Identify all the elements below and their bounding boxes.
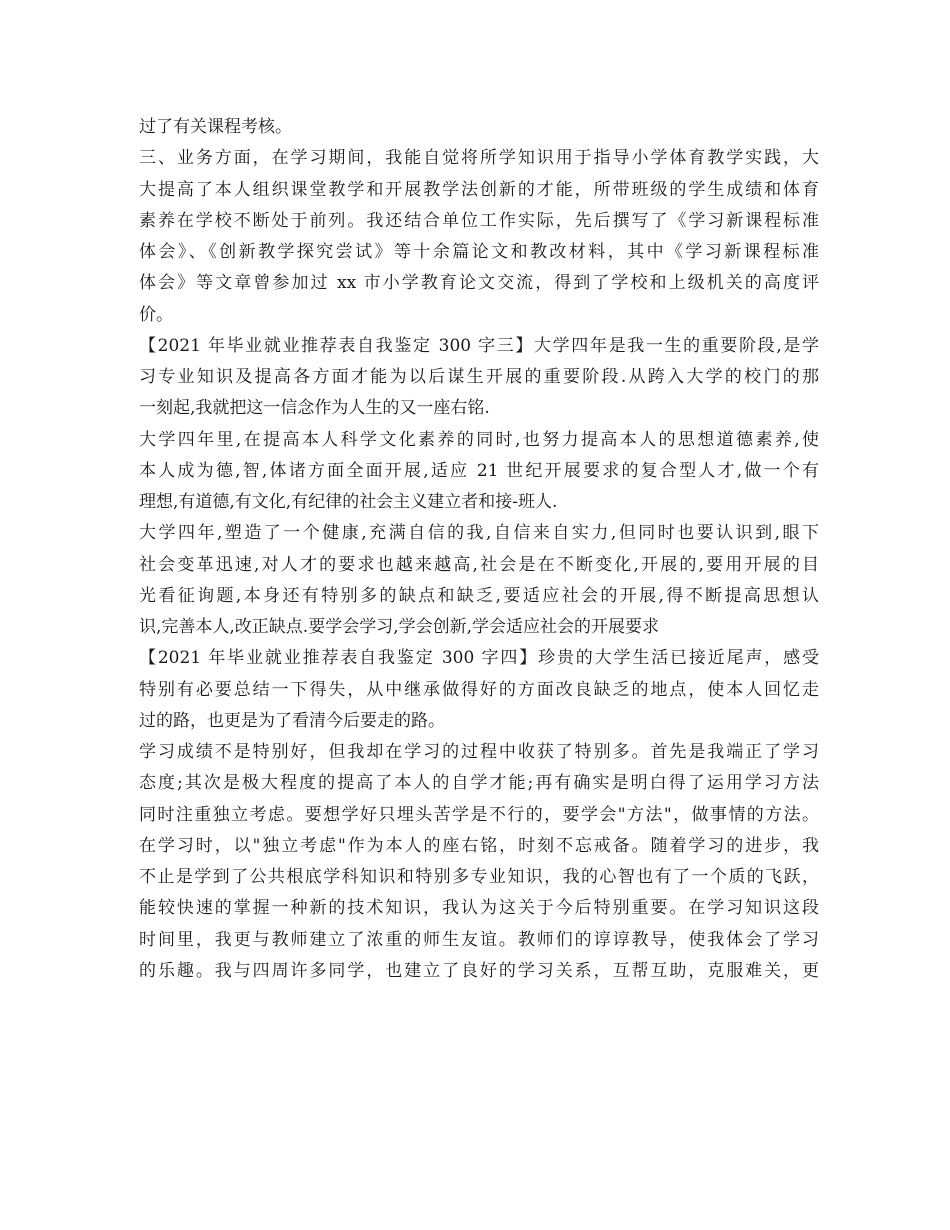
text-line: 理想,有道德,有文化,有纪律的社会主义建立者和接-班人. [139, 492, 558, 512]
text-line: 习专业知识及提高各方面才能为以后谋生开展的重要阶段.从跨入大学的校门的那 [139, 367, 819, 387]
text-line: 过的路，也更是为了看清今后要走的路。 [139, 710, 445, 731]
text-line: 三、业务方面，在学习期间，我能自觉将所学知识用于指导小学体育教学实践，大 [139, 148, 819, 169]
text-line: 本人成为德,智,体诸方面全面开展,适应 21 世纪开展要求的复合型人才,做一个有 [139, 460, 819, 481]
text-line: 大学四年,塑造了一个健康,充满自信的我,自信来自实力,但同时也要认识到,眼下 [139, 523, 819, 544]
text-line: 素养在学校不断处于前列。我还结合单位工作实际，先后撰写了《学习新课程标准 [139, 210, 819, 231]
text-line: 的乐趣。我与四周许多同学，也建立了良好的学习关系，互帮互助，克服难关，更 [139, 960, 819, 981]
text-line: 大学四年里,在提高本人科学文化素养的同时,也努力提高本人的思想道德素养,使 [139, 429, 819, 450]
text-line: 光看征询题,本身还有特别多的缺点和缺乏,要适应社会的开展,得不断提高思想认 [139, 585, 819, 606]
text-line: 【2021 年毕业就业推荐表自我鉴定 300 字三】大学四年是我一生的重要阶段,是学 [139, 335, 819, 356]
text-line: 体会》、《创新教学探究尝试》等十余篇论文和教改材料，其中《学习新课程标准 [139, 242, 819, 262]
text-line: 能较快速的掌握一种新的技术知识，我认为这关于今后特别重要。在学习知识这段 [139, 898, 819, 919]
document-body-text [139, 112, 819, 987]
text-line: 学习成绩不是特别好，但我却在学习的过程中收获了特别多。首先是我端正了学习 [139, 742, 819, 762]
text-line: 态度;其次是极大程度的提高了本人的自学才能;再有确实是明白得了运用学习方法 [139, 773, 819, 794]
text-line: 识,完善本人,改正缺点.要学会学习,学会创新,学会适应社会的开展要求 [139, 617, 660, 637]
text-line: 时间里，我更与教师建立了浓重的师生友谊。教师们的谆谆教导，使我体会了学习 [139, 929, 819, 950]
text-line: 特别有必要总结一下得失，从中继承做得好的方面改良缺乏的地点，使本人回忆走 [139, 679, 819, 700]
text-line: 过了有关课程考核。 [139, 117, 292, 137]
text-line: 【2021 年毕业就业推荐表自我鉴定 300 字四】珍贵的大学生活已接近尾声，感受 [139, 648, 819, 669]
text-line: 社会变革迅速,对人才的要求也越来越高,社会是在不断变化,开展的,要用开展的目 [139, 554, 819, 575]
text-line: 价。 [139, 304, 173, 325]
text-line: 大提高了本人组织课堂教学和开展教学法创新的才能，所带班级的学生成绩和体育 [139, 179, 819, 200]
text-line: 在学习时，以"独立考虑"作为本人的座右铭，时刻不忘戒备。随着学习的进步，我 [139, 835, 819, 856]
text-line: 一刻起,我就把这一信念作为人生的又一座右铭. [139, 398, 490, 419]
text-line: 不止是学到了公共根底学科知识和特别多专业知识，我的心智也有了一个质的飞跃， [139, 867, 819, 887]
text-line: 同时注重独立考虑。要想学好只埋头苦学是不行的，要学会"方法"，做事情的方法。 [139, 804, 819, 825]
text-line: 体会》等文章曾参加过 xx 市小学教育论文交流，得到了学校和上级机关的高度评 [139, 273, 819, 294]
